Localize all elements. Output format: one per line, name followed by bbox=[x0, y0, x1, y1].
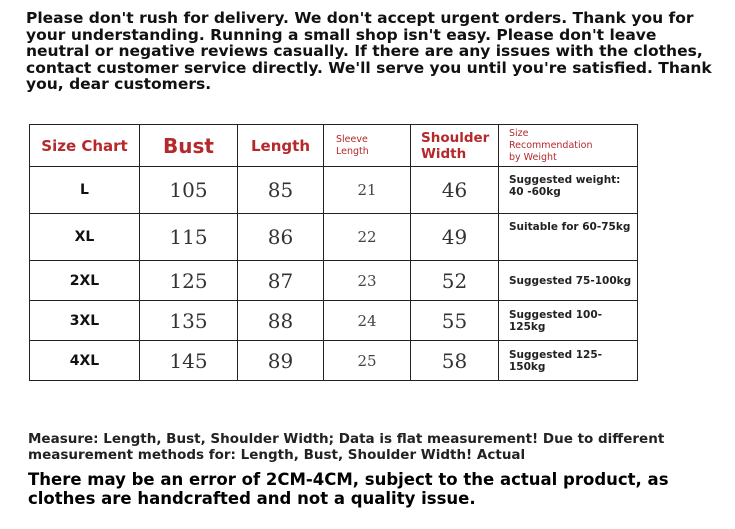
error-note: There may be an error of 2CM-4CM, subject to the actual product, as clothes are handcrafted and not a quality issue. bbox=[28, 470, 669, 508]
recommendation-cell: Suggested 125-150kg bbox=[499, 341, 638, 381]
size-cell: L bbox=[30, 167, 140, 214]
table-header-row bbox=[30, 125, 638, 167]
length-cell: 85 bbox=[238, 167, 324, 214]
shoulder-cell: 49 bbox=[411, 214, 499, 261]
header-rec-line3: by Weight bbox=[509, 151, 557, 163]
header-size-recommendation bbox=[499, 125, 638, 167]
length-cell: 87 bbox=[238, 261, 324, 301]
shoulder-cell: 58 bbox=[411, 341, 499, 381]
table-row bbox=[30, 261, 638, 301]
shop-notice: Please don't rush for delivery. We don't accept urgent orders. Thank you for your understanding. Running a small shop isn't easy. Please don't leave neutral or negative reviews casually. If there are any issues with the clothes, contact customer service directly. We'll serve you until you're satisfied. Thank you, dear customers. bbox=[26, 9, 712, 93]
header-shoulder-line2: Width bbox=[421, 145, 467, 162]
length-cell: 89 bbox=[238, 341, 324, 381]
shoulder-cell: 46 bbox=[411, 167, 499, 214]
sleeve-cell: 25 bbox=[324, 341, 411, 381]
header-length: Length bbox=[238, 125, 324, 167]
bust-cell: 105 bbox=[140, 167, 238, 214]
size-cell: 4XL bbox=[30, 341, 140, 381]
size-cell: XL bbox=[30, 214, 140, 261]
table-row bbox=[30, 341, 638, 381]
table-row bbox=[30, 214, 638, 261]
shoulder-cell: 55 bbox=[411, 301, 499, 341]
header-size-chart: Size Chart bbox=[30, 125, 140, 167]
header-sleeve-line2: Length bbox=[336, 145, 369, 157]
recommendation-cell: Suggested weight: 40 -60kg bbox=[499, 167, 638, 214]
header-rec-line1: Size bbox=[509, 127, 529, 139]
length-cell: 86 bbox=[238, 214, 324, 261]
measurement-note: Measure: Length, Bust, Shoulder Width; Data is flat measurement! Due to different measurement methods for: Length, Bust, Shoulder Width! Actual bbox=[28, 431, 665, 463]
shoulder-cell: 52 bbox=[411, 261, 499, 301]
sleeve-cell: 21 bbox=[324, 167, 411, 214]
size-cell: 3XL bbox=[30, 301, 140, 341]
recommendation-cell: Suitable for 60-75kg bbox=[499, 214, 638, 261]
header-sleeve-line1: Sleeve bbox=[336, 133, 368, 145]
size-chart-table bbox=[29, 124, 638, 381]
table-row bbox=[30, 301, 638, 341]
header-rec-line2: Recommendation bbox=[509, 139, 593, 151]
recommendation-cell: Suggested 75-100kg bbox=[499, 261, 638, 301]
table-row bbox=[30, 167, 638, 214]
size-cell: 2XL bbox=[30, 261, 140, 301]
bust-cell: 145 bbox=[140, 341, 238, 381]
sleeve-cell: 22 bbox=[324, 214, 411, 261]
header-bust: Bust bbox=[140, 125, 238, 167]
length-cell: 88 bbox=[238, 301, 324, 341]
header-shoulder-line1: Shoulder bbox=[421, 129, 490, 146]
header-shoulder-width bbox=[411, 125, 499, 167]
sleeve-cell: 23 bbox=[324, 261, 411, 301]
bust-cell: 135 bbox=[140, 301, 238, 341]
bust-cell: 125 bbox=[140, 261, 238, 301]
header-sleeve-length bbox=[324, 125, 411, 167]
recommendation-cell: Suggested 100-125kg bbox=[499, 301, 638, 341]
bust-cell: 115 bbox=[140, 214, 238, 261]
sleeve-cell: 24 bbox=[324, 301, 411, 341]
